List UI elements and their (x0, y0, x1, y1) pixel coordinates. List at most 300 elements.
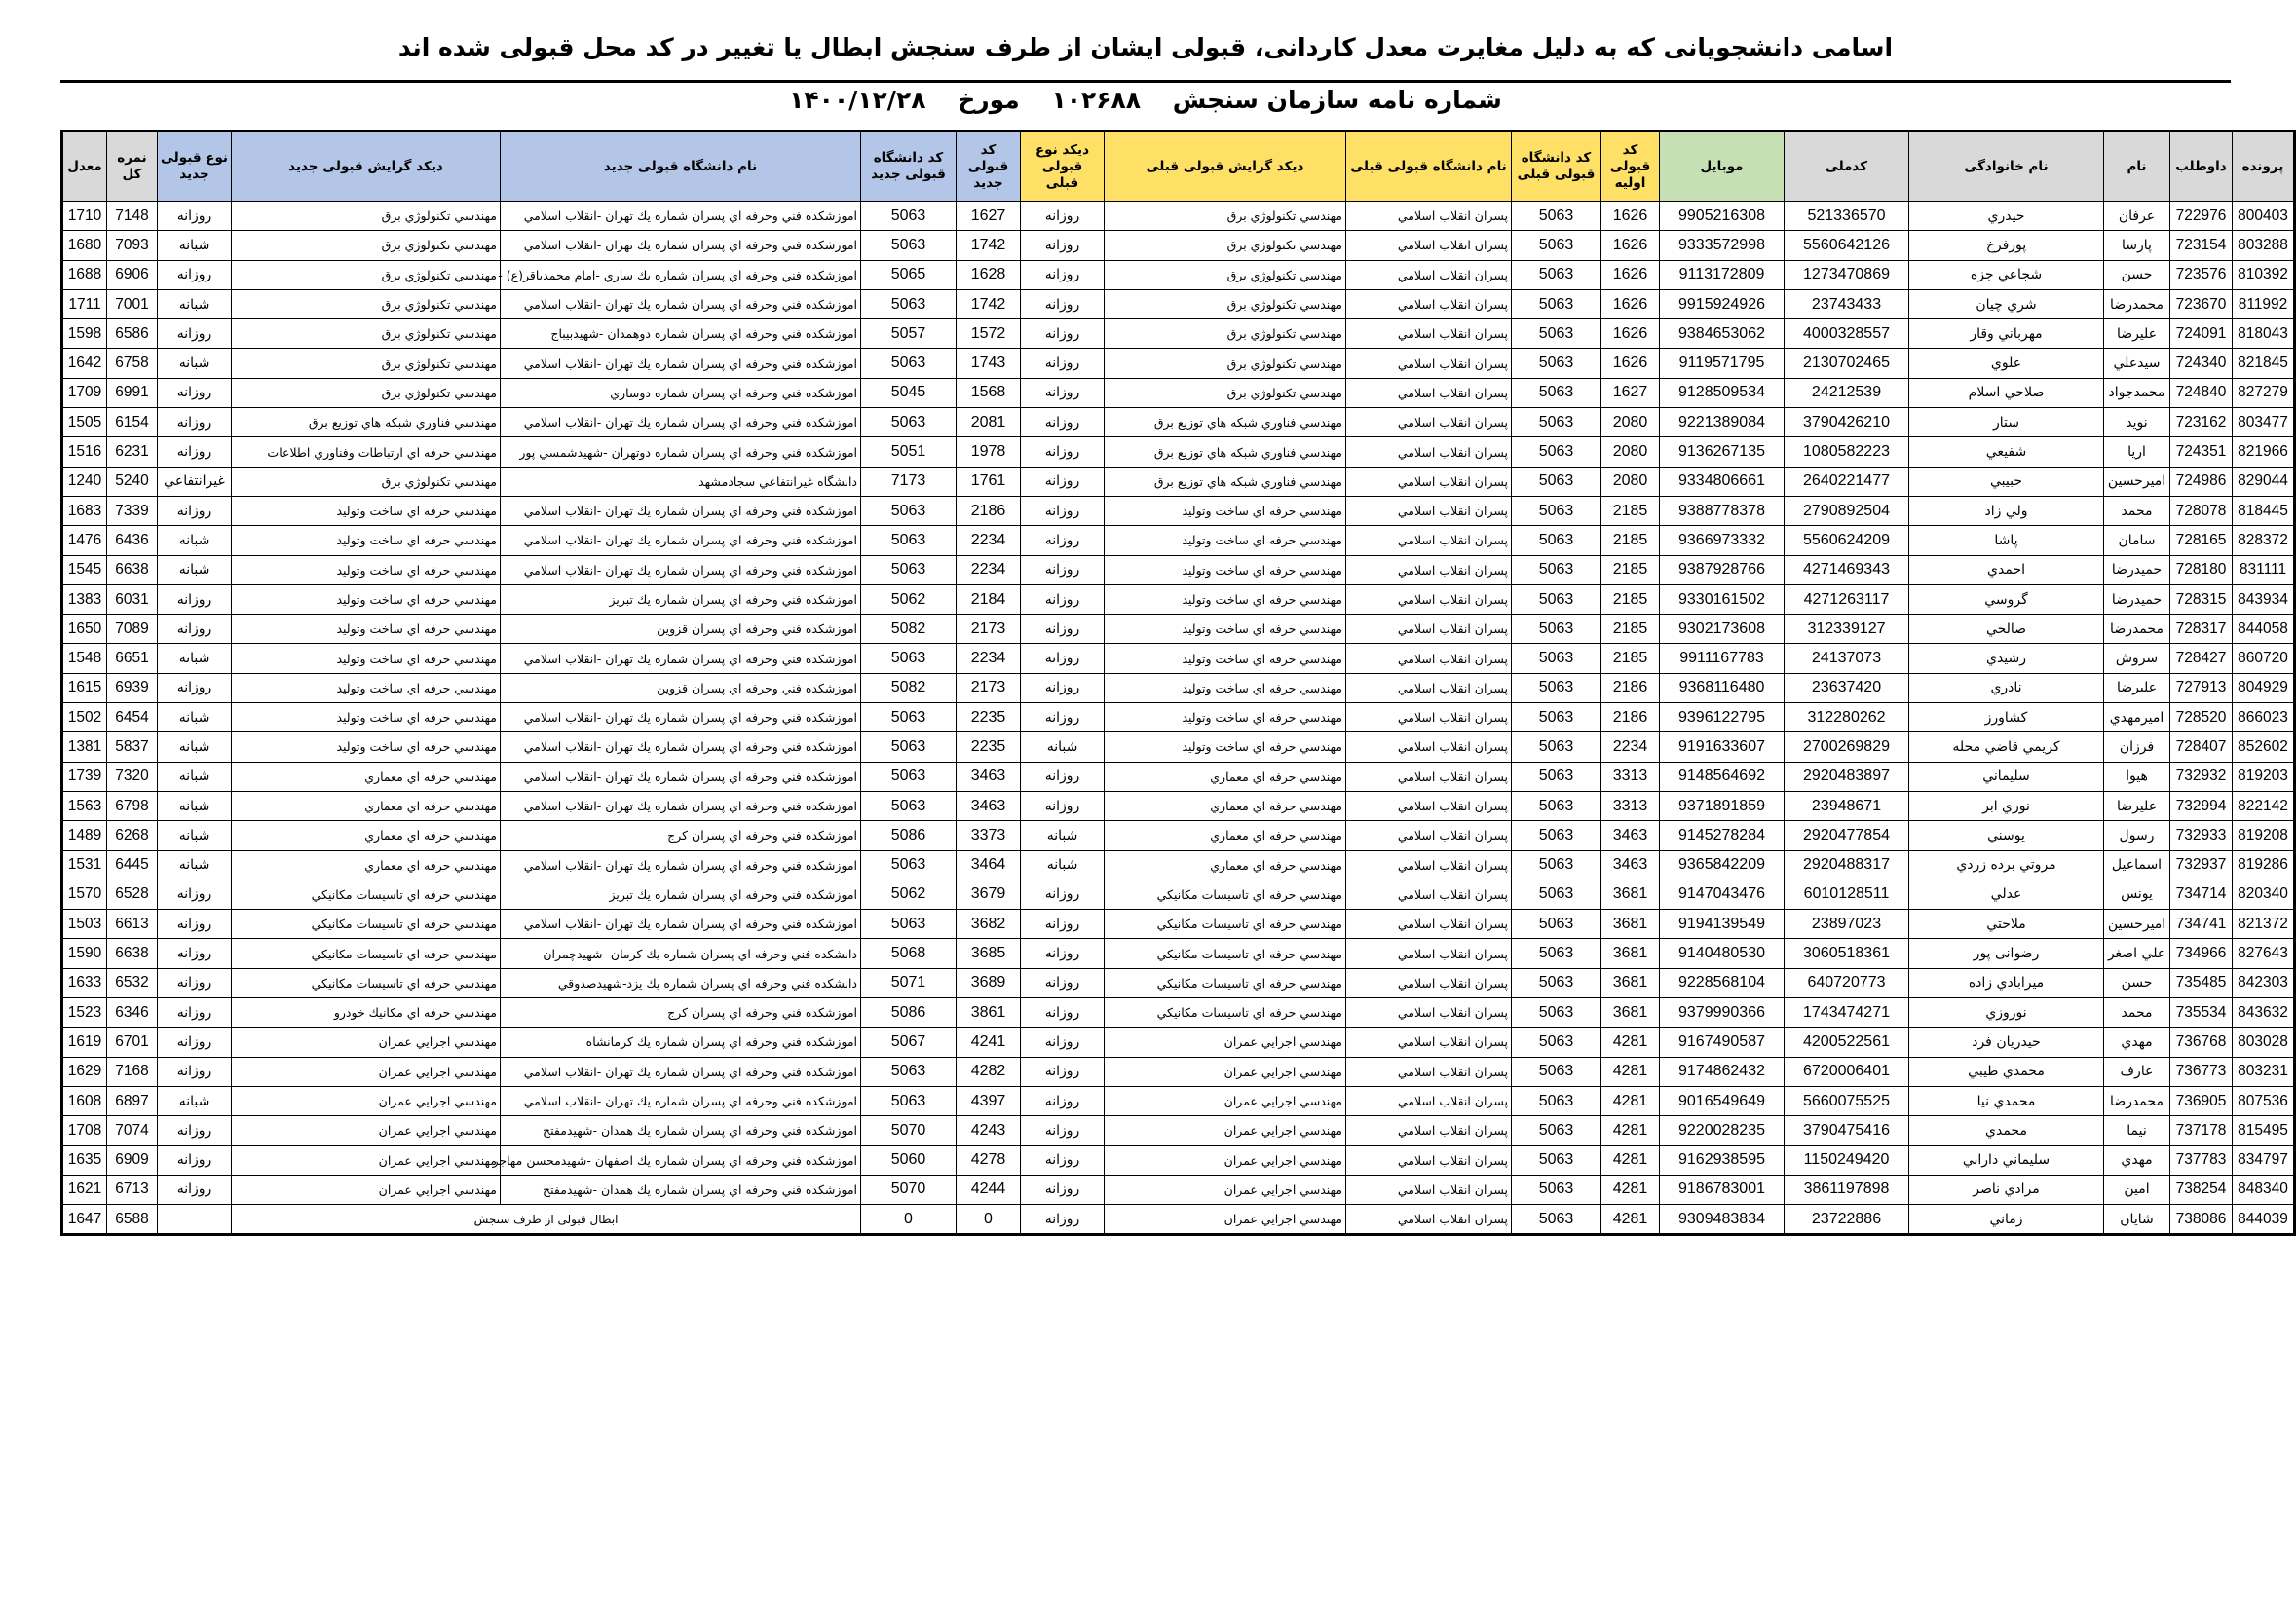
table-cell: 5063 (1512, 349, 1601, 378)
table-cell: 6991 (107, 378, 158, 407)
table-cell: 848340 (2233, 1175, 2295, 1204)
table-cell: سليماني (1909, 762, 2104, 791)
table-cell: 724840 (2170, 378, 2233, 407)
table-cell: پسران انقلاب اسلامي (1346, 1028, 1512, 1057)
table-cell: روزانه (158, 1116, 232, 1145)
table-cell: حسن (2104, 260, 2170, 289)
table-cell: روزانه (158, 615, 232, 644)
table-cell: 24137073 (1785, 644, 1909, 673)
table-cell: مهندسي حرفه اي ساخت وتوليد (232, 673, 501, 702)
table-cell: 3464 (957, 850, 1021, 880)
table-cell: 5063 (861, 791, 957, 820)
table-cell: 1545 (62, 555, 107, 584)
table-cell: محمدي نيا (1909, 1086, 2104, 1115)
column-header: دیکد گرایش قبولی جدید (232, 131, 501, 202)
table-cell: مهندسي اجرايي عمران (232, 1028, 501, 1057)
column-header: پرونده (2233, 131, 2295, 202)
table-cell: 2186 (1601, 673, 1660, 702)
table-cell: مهندسي حرفه اي ارتباطات وفناوري اطلاعات (232, 437, 501, 467)
table-cell: 4244 (957, 1175, 1021, 1204)
table-cell: 724351 (2170, 437, 2233, 467)
document-title: اسامی دانشجویانی که به دلیل مغایرت معدل کاردانی، قبولی ایشان از طرف سنجش ابطال یا تغییر در کد محل قبولی شده اند (397, 33, 1894, 61)
table-cell: عليرضا (2104, 319, 2170, 349)
table-cell-empty (158, 1205, 232, 1235)
table-cell: روزانه (1021, 408, 1105, 437)
table-cell: 1709 (62, 378, 107, 407)
table-cell: مهندسي تكنولوژي برق (232, 467, 501, 496)
table-cell: 2185 (1601, 615, 1660, 644)
table-cell: مهندسي اجرايي عمران (1105, 1175, 1346, 1204)
column-header: نمره کل (107, 131, 158, 202)
table-cell: محمدي (1909, 1116, 2104, 1145)
table-cell: مهندسي تكنولوژي برق (1105, 289, 1346, 318)
table-cell: 728317 (2170, 615, 2233, 644)
table-cell: 9186783001 (1660, 1175, 1785, 1204)
table-cell: 724986 (2170, 467, 2233, 496)
table-cell: روزانه (1021, 378, 1105, 407)
table-cell: 800403 (2233, 202, 2295, 231)
table-row (62, 349, 2295, 378)
table-cell: 1548 (62, 644, 107, 673)
table-cell: 9309483834 (1660, 1205, 1785, 1235)
table-cell: 5082 (861, 615, 957, 644)
table-cell: مهندسي حرفه اي مكانيك خودرو (232, 998, 501, 1028)
table-cell: 6638 (107, 555, 158, 584)
table-cell: روزانه (1021, 1028, 1105, 1057)
table-cell: اموزشكده فني وحرفه اي پسران شماره يك همدان -شهيدمفتح (501, 1116, 861, 1145)
table-cell: 5063 (1512, 762, 1601, 791)
table-cell: 724340 (2170, 349, 2233, 378)
table-cell: 3681 (1601, 880, 1660, 909)
table-cell: مهندسي حرفه اي ساخت وتوليد (232, 615, 501, 644)
table-cell: 2234 (957, 644, 1021, 673)
table-cell: اموزشكده فني وحرفه اي پسران شماره يك تهران -انقلاب اسلامي (501, 231, 861, 260)
table-cell: 1626 (1601, 231, 1660, 260)
table-cell: 6906 (107, 260, 158, 289)
table-cell: پسران انقلاب اسلامي (1346, 202, 1512, 231)
table-cell: 732932 (2170, 762, 2233, 791)
table-cell: مهندسي حرفه اي ساخت وتوليد (1105, 644, 1346, 673)
table-cell: سليماني داراني (1909, 1145, 2104, 1175)
table-row (62, 496, 2295, 525)
table-cell: 5063 (1512, 1086, 1601, 1115)
table-cell: 5063 (1512, 289, 1601, 318)
table-cell: 803231 (2233, 1057, 2295, 1086)
table-row (62, 378, 2295, 407)
table-cell: 1711 (62, 289, 107, 318)
table-cell: 4278 (957, 1145, 1021, 1175)
table-cell: روزانه (158, 998, 232, 1028)
table-cell: 6268 (107, 821, 158, 850)
table-cell: شبانه (158, 555, 232, 584)
table-cell: ستار (1909, 408, 2104, 437)
table-cell: يونس (2104, 880, 2170, 909)
table-cell: پاشا (1909, 526, 2104, 555)
table-cell: پسران انقلاب اسلامي (1346, 437, 1512, 467)
table-cell: 5063 (1512, 1205, 1601, 1235)
table-cell: مهندسي حرفه اي تاسيسات مكانيكي (232, 910, 501, 939)
table-cell: 803477 (2233, 408, 2295, 437)
table-cell: محمد (2104, 998, 2170, 1028)
table-cell: 4241 (957, 1028, 1021, 1057)
table-cell: 822142 (2233, 791, 2295, 820)
table-cell: اموزشكده فني وحرفه اي پسران قزوين (501, 615, 861, 644)
table-cell: 734714 (2170, 880, 2233, 909)
table-cell: مهندسي حرفه اي ساخت وتوليد (232, 526, 501, 555)
table-cell: مهندسي اجرايي عمران (232, 1175, 501, 1204)
table-cell: 2235 (957, 732, 1021, 762)
table-row (62, 408, 2295, 437)
table-cell: 6436 (107, 526, 158, 555)
table-cell: 23722886 (1785, 1205, 1909, 1235)
table-cell: شبانه (158, 526, 232, 555)
table-cell: 5063 (861, 703, 957, 732)
table-cell: 5063 (861, 732, 957, 762)
table-cell: 5240 (107, 467, 158, 496)
table-cell: مهندسي تكنولوژي برق (1105, 202, 1346, 231)
table-cell: 2185 (1601, 526, 1660, 555)
table-cell: اموزشكده فني وحرفه اي پسران شماره يك همدان -شهيدمفتح (501, 1175, 861, 1204)
table-cell: 2185 (1601, 555, 1660, 584)
table-cell: شجاعي جزه (1909, 260, 2104, 289)
table-cell: 9191633607 (1660, 732, 1785, 762)
table-cell: اموزشكده فني وحرفه اي پسران شماره يك كرمانشاه (501, 1028, 861, 1057)
table-cell: 1381 (62, 732, 107, 762)
table-cell: شايان (2104, 1205, 2170, 1235)
table-cell: روزانه (158, 584, 232, 614)
table-cell: 2235 (957, 703, 1021, 732)
table-cell: اموزشكده فني وحرفه اي پسران شماره يك تهران -انقلاب اسلامي (501, 644, 861, 673)
table-cell: 9911167783 (1660, 644, 1785, 673)
table-cell: حيدريان فرد (1909, 1028, 2104, 1057)
table-cell: مهندسي حرفه اي تاسيسات مكانيكي (1105, 880, 1346, 909)
table-cell: روزانه (1021, 319, 1105, 349)
table-cell: روزانه (1021, 231, 1105, 260)
table-cell: اموزشكده فني وحرفه اي پسران شماره يك تبريز (501, 880, 861, 909)
table-cell: 6588 (107, 1205, 158, 1235)
table-cell: 5063 (1512, 467, 1601, 496)
table-cell: 3685 (957, 939, 1021, 968)
table-row (62, 910, 2295, 939)
table-cell: 1590 (62, 939, 107, 968)
table-cell: رشيدي (1909, 644, 2104, 673)
table-cell: 3861 (957, 998, 1021, 1028)
table-cell: 5063 (861, 289, 957, 318)
table-cell: روزانه (1021, 526, 1105, 555)
table-cell: 1383 (62, 584, 107, 614)
table-cell: 828372 (2233, 526, 2295, 555)
table-cell: 5063 (1512, 555, 1601, 584)
table-cell: مهندسي حرفه اي معماري (1105, 762, 1346, 791)
table-cell: مهندسي حرفه اي ساخت وتوليد (1105, 526, 1346, 555)
column-header: نام (2104, 131, 2170, 202)
table-cell: پسران انقلاب اسلامي (1346, 880, 1512, 909)
table-cell: 5837 (107, 732, 158, 762)
table-cell: مهندسي فناوري شبكه هاي توزيع برق (232, 408, 501, 437)
table-cell: 5063 (1512, 673, 1601, 702)
table-cell: 5063 (1512, 319, 1601, 349)
table-cell: حميدرضا (2104, 555, 2170, 584)
table-cell: 5063 (1512, 378, 1601, 407)
table-cell: 9333572998 (1660, 231, 1785, 260)
table-cell: 2080 (1601, 467, 1660, 496)
table-row (62, 231, 2295, 260)
table-cell: 5060 (861, 1145, 957, 1175)
table-cell: 735534 (2170, 998, 2233, 1028)
table-cell: علوي (1909, 349, 2104, 378)
table-cell: سروش (2104, 644, 2170, 673)
table-cell: روزانه (1021, 998, 1105, 1028)
table-cell: مهندسي حرفه اي ساخت وتوليد (1105, 496, 1346, 525)
table-cell: 5063 (1512, 1116, 1601, 1145)
table-row (62, 644, 2295, 673)
table-cell: 9194139549 (1660, 910, 1785, 939)
table-row (62, 880, 2295, 909)
table-cell: 23743433 (1785, 289, 1909, 318)
table-cell: 1503 (62, 910, 107, 939)
table-cell: روزانه (1021, 703, 1105, 732)
table-cell: حسن (2104, 968, 2170, 997)
date-label: مورخ (958, 86, 1020, 114)
table-cell: اموزشكده فني وحرفه اي پسران شماره دوتهران -شهيدشمسي پور (501, 437, 861, 467)
table-cell: روزانه (1021, 437, 1105, 467)
table-cell: مهندسي حرفه اي تاسيسات مكانيكي (232, 968, 501, 997)
table-cell: روزانه (1021, 555, 1105, 584)
table-cell: ملاحتي (1909, 910, 2104, 939)
table-cell: 1621 (62, 1175, 107, 1204)
table-cell: 1742 (957, 289, 1021, 318)
table-cell: روزانه (158, 1028, 232, 1057)
table-cell: 1761 (957, 467, 1021, 496)
table-cell: 2234 (957, 555, 1021, 584)
table-cell: 7148 (107, 202, 158, 231)
table-cell: غيرانتفاعي (158, 467, 232, 496)
table-cell: 5560642126 (1785, 231, 1909, 260)
table-header-row (62, 131, 2295, 202)
table-cell: 9368116480 (1660, 673, 1785, 702)
document-subtitle (60, 86, 2231, 114)
table-cell: 4281 (1601, 1175, 1660, 1204)
table-cell: ولي زاد (1909, 496, 2104, 525)
column-header: نام خانوادگی (1909, 131, 2104, 202)
table-cell: 819203 (2233, 762, 2295, 791)
table-cell: 1150249420 (1785, 1145, 1909, 1175)
table-cell: 4271469343 (1785, 555, 1909, 584)
table-cell: 844058 (2233, 615, 2295, 644)
table-cell: پسران انقلاب اسلامي (1346, 496, 1512, 525)
table-cell: مهندسي فناوري شبكه هاي توزيع برق (1105, 437, 1346, 467)
table-cell: 4281 (1601, 1057, 1660, 1086)
column-header: کد قبولی اولیه (1601, 131, 1660, 202)
table-cell: اميرحسين (2104, 910, 2170, 939)
table-cell: 9220028235 (1660, 1116, 1785, 1145)
table-row (62, 939, 2295, 968)
table-cell: 1627 (957, 202, 1021, 231)
table-cell: شبانه (1021, 732, 1105, 762)
table-cell: 2186 (1601, 703, 1660, 732)
table-cell: 1570 (62, 880, 107, 909)
table-cell: 9330161502 (1660, 584, 1785, 614)
table-cell: مهندسي تكنولوژي برق (232, 289, 501, 318)
table-cell: 5063 (1512, 496, 1601, 525)
table-cell: 732937 (2170, 850, 2233, 880)
table-cell: 1628 (957, 260, 1021, 289)
table-cell: اموزشكده فني وحرفه اي پسران شماره دوساري (501, 378, 861, 407)
table-cell: 9396122795 (1660, 703, 1785, 732)
table-cell: 852602 (2233, 732, 2295, 762)
table-cell: مهندسي حرفه اي معماري (232, 791, 501, 820)
table-cell: مهندسي اجرايي عمران (232, 1057, 501, 1086)
table-cell: روزانه (158, 496, 232, 525)
table-cell: 5063 (861, 644, 957, 673)
table-cell: 2234 (1601, 732, 1660, 762)
table-cell: 5063 (1512, 584, 1601, 614)
column-header: نام دانشگاه قبولی جدید (501, 131, 861, 202)
table-cell: پسران انقلاب اسلامي (1346, 378, 1512, 407)
table-cell: اموزشكده فني وحرفه اي پسران شماره يك تهران -انقلاب اسلامي (501, 732, 861, 762)
table-cell: 2790892504 (1785, 496, 1909, 525)
table-cell: روزانه (158, 880, 232, 909)
table-cell: 6758 (107, 349, 158, 378)
table-cell: 5068 (861, 939, 957, 968)
table-cell: 1650 (62, 615, 107, 644)
table-cell: روزانه (1021, 673, 1105, 702)
table-cell: 2080 (1601, 437, 1660, 467)
table-cell: اموزشكده فني وحرفه اي پسران شماره يك تهران -انقلاب اسلامي (501, 349, 861, 378)
table-cell: 6231 (107, 437, 158, 467)
table-cell: 3463 (957, 791, 1021, 820)
table-cell: 1680 (62, 231, 107, 260)
table-cell: 23897023 (1785, 910, 1909, 939)
letter-date: ۱۴۰۰/۱۲/۲۸ (789, 86, 926, 114)
table-cell: پسران انقلاب اسلامي (1346, 260, 1512, 289)
table-cell: پسران انقلاب اسلامي (1346, 998, 1512, 1028)
table-row (62, 202, 2295, 231)
table-cell: 735485 (2170, 968, 2233, 997)
table-cell: 803288 (2233, 231, 2295, 260)
table-cell: 723154 (2170, 231, 2233, 260)
table-cell: مهندسي تكنولوژي برق (232, 231, 501, 260)
table-cell: 1626 (1601, 349, 1660, 378)
table-cell: مروتي برده زردي (1909, 850, 2104, 880)
table-cell: 7320 (107, 762, 158, 791)
table-cell: اموزشكده فني وحرفه اي پسران شماره يك تهران -انقلاب اسلامي (501, 703, 861, 732)
table-cell: 9221389084 (1660, 408, 1785, 437)
table-cell: روزانه (1021, 1116, 1105, 1145)
table-cell: روزانه (1021, 880, 1105, 909)
table-cell: مهندسي تكنولوژي برق (1105, 378, 1346, 407)
table-cell: 4200522561 (1785, 1028, 1909, 1057)
table-cell: 6445 (107, 850, 158, 880)
table-cell: مهندسي تكنولوژي برق (232, 349, 501, 378)
table-cell: 6528 (107, 880, 158, 909)
table-cell: اموزشكده فني وحرفه اي پسران شماره يك تهران -انقلاب اسلامي (501, 910, 861, 939)
table-cell: 827643 (2233, 939, 2295, 968)
table-cell: 5560624209 (1785, 526, 1909, 555)
table-cell: اموزشكده فني وحرفه اي پسران شماره يك ساري -امام محمدباقر(ع) - (501, 260, 861, 289)
table-cell: مهندسي حرفه اي ساخت وتوليد (1105, 584, 1346, 614)
table-cell: روزانه (1021, 968, 1105, 997)
table-cell: 0 (957, 1205, 1021, 1235)
table-cell: سيدعلي (2104, 349, 2170, 378)
table-cell: 9113172809 (1660, 260, 1785, 289)
table-cell: 9905216308 (1660, 202, 1785, 231)
table-cell: 860720 (2233, 644, 2295, 673)
table-cell: پسران انقلاب اسلامي (1346, 762, 1512, 791)
table-cell: محمد (2104, 496, 2170, 525)
table-cell: مهندسي اجرايي عمران (232, 1145, 501, 1175)
table-cell: 4281 (1601, 1028, 1660, 1057)
table-cell: 3373 (957, 821, 1021, 850)
table-cell: روزانه (1021, 496, 1105, 525)
table-cell: پارسا (2104, 231, 2170, 260)
table-cell: شبانه (158, 732, 232, 762)
table-cell: گروسي (1909, 584, 2104, 614)
table-cell: حبيبي (1909, 467, 2104, 496)
table-cell: 2081 (957, 408, 1021, 437)
table-cell: 9371891859 (1660, 791, 1785, 820)
table-cell: مهندسي اجرايي عمران (1105, 1145, 1346, 1175)
table-cell: مهدي (2104, 1028, 2170, 1057)
table-cell: اموزشكده فني وحرفه اي پسران شماره يك تهران -انقلاب اسلامي (501, 1057, 861, 1086)
table-cell: صلاحي اسلام (1909, 378, 2104, 407)
table-cell: 1627 (1601, 378, 1660, 407)
table-cell: 7074 (107, 1116, 158, 1145)
table-cell: شبانه (1021, 821, 1105, 850)
table-cell: 5063 (861, 408, 957, 437)
table-cell: 7089 (107, 615, 158, 644)
table-body (62, 202, 2295, 1235)
table-cell: 5063 (1512, 703, 1601, 732)
table-cell: 23948671 (1785, 791, 1909, 820)
table-cell: كشاورز (1909, 703, 2104, 732)
table-cell: شبانه (158, 1086, 232, 1115)
table-cell: پسران انقلاب اسلامي (1346, 467, 1512, 496)
students-table (60, 130, 2296, 1236)
table-cell: 1531 (62, 850, 107, 880)
table-cell: 728078 (2170, 496, 2233, 525)
table-cell: 6897 (107, 1086, 158, 1115)
table-cell: شبانه (158, 349, 232, 378)
table-row (62, 260, 2295, 289)
table-cell: 738254 (2170, 1175, 2233, 1204)
table-cell: 732994 (2170, 791, 2233, 820)
table-row (62, 437, 2295, 467)
table-cell: 1635 (62, 1145, 107, 1175)
table-cell: 1572 (957, 319, 1021, 349)
table-cell: پسران انقلاب اسلامي (1346, 703, 1512, 732)
table-cell: اموزشكده فني وحرفه اي پسران شماره دوهمدان -شهيدبيباج (501, 319, 861, 349)
column-header: نام دانشگاه قبولی قبلی (1346, 131, 1512, 202)
table-cell: 6651 (107, 644, 158, 673)
table-cell: 9366973332 (1660, 526, 1785, 555)
table-cell: مهندسي حرفه اي ساخت وتوليد (232, 703, 501, 732)
table-cell: شبانه (158, 791, 232, 820)
table-cell: 9147043476 (1660, 880, 1785, 909)
table-cell: محمدجواد (2104, 378, 2170, 407)
table-cell: 1683 (62, 496, 107, 525)
table-cell: پسران انقلاب اسلامي (1346, 526, 1512, 555)
table-cell: 5086 (861, 998, 957, 1028)
table-cell: 5063 (1512, 202, 1601, 231)
table-cell: پسران انقلاب اسلامي (1346, 1057, 1512, 1086)
table-cell: 5063 (1512, 231, 1601, 260)
table-cell: 5063 (1512, 644, 1601, 673)
table-cell: روزانه (1021, 467, 1105, 496)
table-cell: سامان (2104, 526, 2170, 555)
table-cell: 5063 (1512, 1175, 1601, 1204)
table-cell: شري چيان (1909, 289, 2104, 318)
